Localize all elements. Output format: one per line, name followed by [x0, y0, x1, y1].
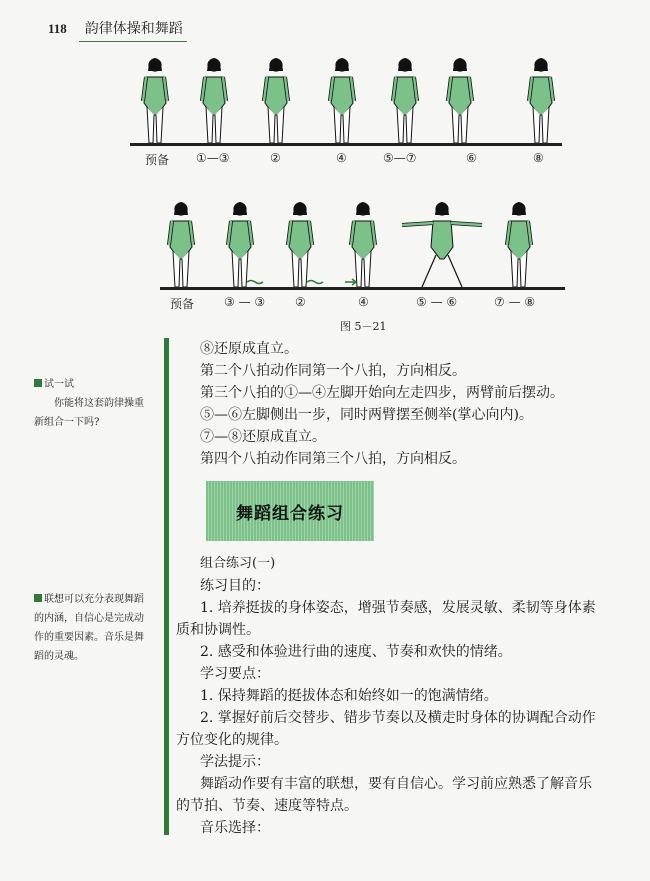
page-number: 118 [48, 21, 67, 36]
instruction-line: ⑧还原成直立。 [200, 341, 298, 357]
instruction-line: 第三个八拍的①—④左脚开始向左走四步，两臂前后摆动。 [200, 385, 564, 401]
beat-label: ⑥ [466, 151, 477, 165]
goal-item: 1. 培养挺拔的身体姿态，增强节奏感，发展灵敏、柔韧等身体素 [200, 600, 596, 616]
section-title-box [206, 481, 374, 541]
combo-exercise-text [176, 553, 616, 839]
side-note-association [34, 590, 154, 666]
beat-label: ①—③ [196, 151, 230, 165]
figure-caption: 图 5－21 [340, 320, 387, 333]
instruction-line: ⑦—⑧还原成直立。 [200, 429, 326, 445]
key-points-label: 学习要点： [200, 666, 270, 682]
side-note-title: 试一试 [44, 379, 74, 390]
side-note-line: 新组合一下吗? [34, 417, 100, 428]
tips-label: 学法提示： [200, 754, 270, 770]
floor-line-row-2 [160, 287, 565, 290]
beat-label: 预备 [170, 297, 195, 311]
side-note-line: 的内涵，自信心是完成动 [34, 613, 144, 624]
section-title: 舞蹈组合练习 [236, 503, 344, 524]
instruction-line: ⑤—⑥左脚侧出一步，同时两臂摆至侧举(掌心向内)。 [200, 407, 533, 423]
instruction-line: 第二个八拍动作同第一个八拍，方向相反。 [200, 363, 466, 379]
beat-label: ③ — ③ [224, 295, 266, 309]
tips-text: 舞蹈动作要有丰富的联想，要有自信心。学习前应熟悉了解音乐 [200, 776, 592, 792]
green-square-bullet-icon [34, 594, 42, 602]
book-title: 韵律体操和舞蹈 [79, 18, 187, 42]
beat-label: 预备 [145, 153, 170, 167]
side-note-line: 作的重要因素。音乐是舞 [34, 632, 144, 643]
beat-label: ② [270, 151, 281, 165]
side-note-line: 联想可以充分表现舞蹈 [44, 594, 144, 605]
goal-item: 2. 感受和体验进行曲的速度、节奏和欢快的情绪。 [200, 644, 512, 660]
side-note-line: 蹈的灵魂。 [34, 651, 84, 662]
beat-label: ⑤ — ⑥ [416, 295, 458, 309]
side-note-line: 你能将这套韵律操重 [54, 398, 144, 409]
beat-label: ② [295, 295, 306, 309]
beat-label: ⑧ [533, 151, 544, 165]
goal-label: 练习目的： [200, 578, 270, 594]
beat-label: ⑦ — ⑧ [494, 295, 536, 309]
tips-text-continued: 的节拍、节奏、速度等特点。 [176, 798, 358, 814]
beat-label: ④ [358, 295, 369, 309]
goal-item-continued: 质和协调性。 [176, 622, 260, 638]
beat-label: ④ [336, 151, 347, 165]
key-point-item: 1. 保持舞蹈的挺拔体态和始终如一的饱满情绪。 [200, 688, 498, 704]
music-label: 音乐选择： [200, 820, 270, 836]
margin-accent-bar [164, 338, 169, 835]
instruction-line: 第四个八拍动作同第三个八拍，方向相反。 [200, 451, 466, 467]
combo-title: 组合练习(一) [200, 556, 276, 571]
movement-instructions [176, 338, 616, 470]
beat-label: ⑤—⑦ [383, 151, 417, 165]
key-point-item: 2. 掌握好前后交替步、错步节奏以及横走时身体的协调配合动作 [200, 710, 596, 726]
key-point-item-continued: 方位变化的规律。 [176, 732, 288, 748]
green-square-bullet-icon [34, 379, 42, 387]
side-note-try-it [34, 375, 154, 432]
figure-row-2-illustration [0, 0, 650, 300]
